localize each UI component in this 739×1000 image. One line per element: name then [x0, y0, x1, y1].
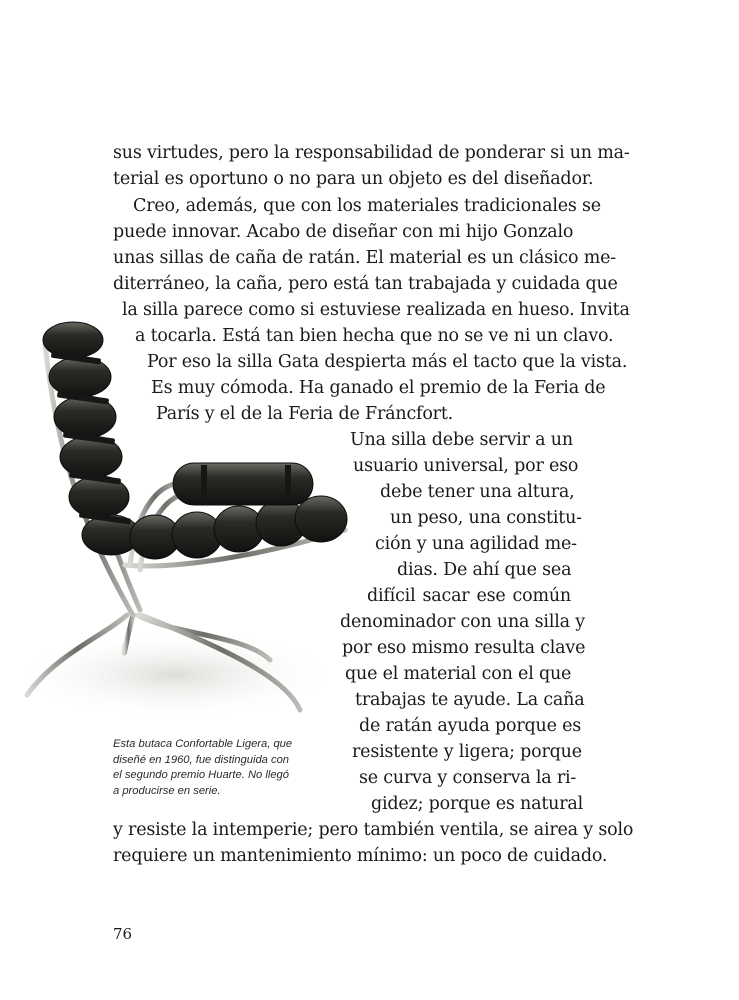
text-line-17: dias. De ahí que sea — [397, 560, 572, 580]
text-line-3: Creo, además, que con los materiales tradicionales se — [133, 196, 601, 216]
text-line-27: y resiste la intemperie; pero también ventila, se airea y solo — [113, 820, 634, 840]
caption-line: Esta butaca Confortable Ligera, que — [113, 738, 293, 750]
text-line-9: Por eso la silla Gata despierta más el tacto que la vista. — [147, 352, 628, 372]
text-line-5: unas sillas de caña de ratán. El material es un clásico me- — [113, 248, 616, 268]
text-line-18: difícil sacar ese común — [367, 586, 571, 606]
text-line-12: Una silla debe servir a un — [350, 430, 573, 450]
text-line-6: diterráneo, la caña, pero está tan trabajada y cuidada que — [113, 274, 618, 294]
text-line-26: gidez; porque es natural — [371, 794, 584, 814]
text-line-13: usuario universal, por eso — [353, 456, 579, 476]
text-line-20: por eso mismo resulta clave — [342, 638, 586, 658]
text-line-16: ción y una agilidad me- — [375, 534, 577, 554]
text-line-10: Es muy cómoda. Ha ganado el premio de la Feria de — [151, 378, 606, 398]
text-line-22: trabajas te ayude. La caña — [355, 690, 585, 710]
text-line-28: requiere un mantenimiento mínimo: un poco de cuidado. — [113, 846, 608, 866]
photo-caption — [113, 737, 313, 799]
text-line-14: debe tener una altura, — [380, 482, 575, 502]
text-line-2: terial es oportuno o no para un objeto es del diseñador. — [113, 169, 594, 189]
text-line-4: puede innovar. Acabo de diseñar con mi hijo Gonzalo — [113, 222, 574, 242]
caption-line: el segundo premio Huarte. No llegó — [113, 769, 289, 781]
text-line-8: a tocarla. Está tan bien hecha que no se ve ni un clavo. — [135, 326, 614, 346]
text-line-23: de ratán ayuda porque es — [359, 716, 582, 736]
text-line-7: la silla parece como si estuviese realizada en hueso. Invita — [122, 300, 630, 320]
text-line-15: un peso, una constitu- — [390, 508, 582, 528]
caption-line: diseñé en 1960, fue distinguida con — [113, 753, 290, 766]
text-line-21: que el material con el que — [345, 664, 572, 684]
text-line-19: denominador con una silla y — [340, 612, 585, 632]
caption-line: a producirse en serie. — [113, 784, 221, 797]
text-line-11: París y el de la Feria de Fráncfort. — [156, 404, 454, 424]
page-number: 76 — [113, 925, 133, 943]
text-line-25: se curva y conserva la ri- — [359, 768, 577, 788]
text-line-24: resistente y ligera; porque — [352, 742, 582, 762]
text-line-1: sus virtudes, pero la responsabilidad de ponderar si un ma- — [113, 143, 630, 163]
